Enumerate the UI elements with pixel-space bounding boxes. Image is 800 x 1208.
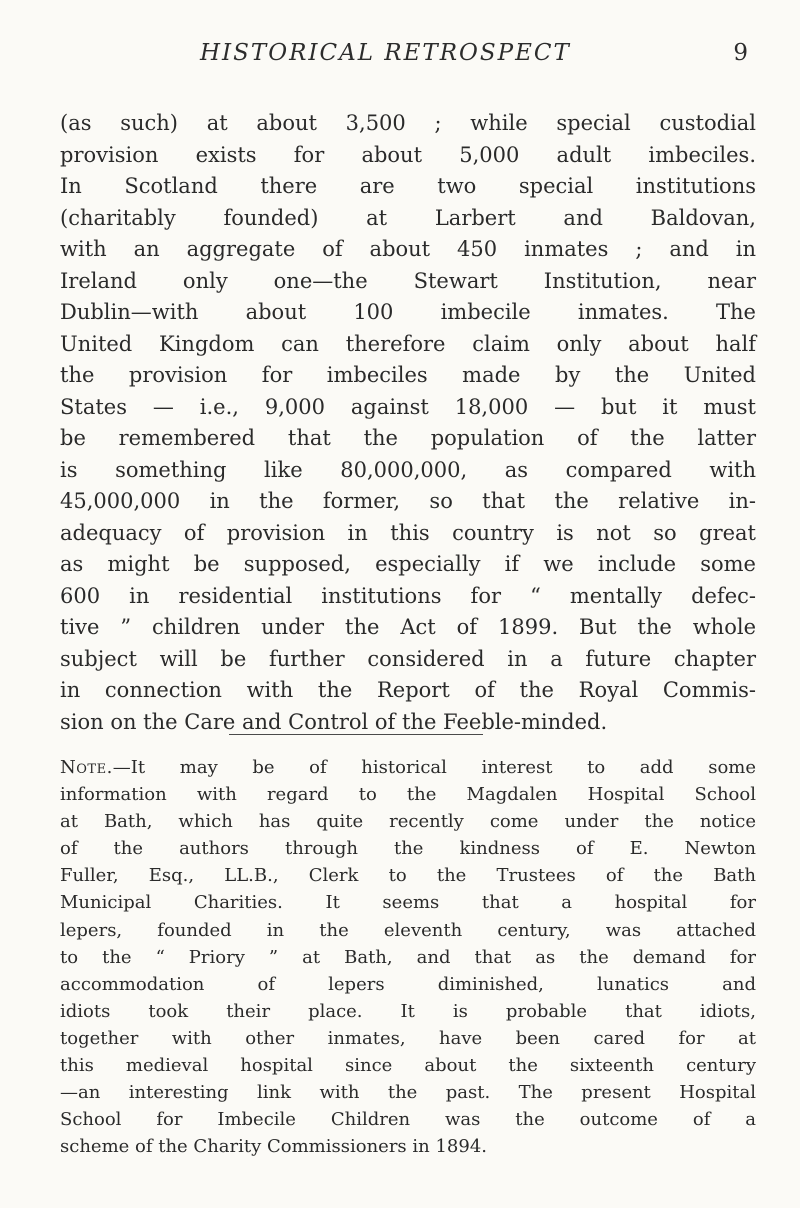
paragraph-line: Dublin—with about 100 imbecile inmates. The <box>60 300 756 324</box>
section-divider <box>229 734 483 735</box>
footnote-line: School for Imbecile Children was the outcome of a <box>60 1109 756 1131</box>
paragraph-line: the provision for imbeciles made by the United <box>60 363 756 387</box>
paragraph-line: (as such) at about 3,500 ; while special custodial <box>60 111 756 135</box>
paragraph-line: provision exists for about 5,000 adult imbeciles. <box>60 142 756 167</box>
running-title: HISTORICAL RETROSPECT <box>200 40 571 66</box>
paragraph-line: with an aggregate of about 450 inmates ; and in <box>60 237 756 261</box>
page-number: 9 <box>733 40 748 66</box>
footnote-line: together with other inmates, have been cared for at <box>60 1027 756 1049</box>
paragraph-line: 600 in residential institutions for “ mentally defec- <box>60 583 756 608</box>
footnote-line: to the “ Priory ” at Bath, and that as the demand for <box>60 946 756 968</box>
paragraph-line: adequacy of provision in this country is not so great <box>60 520 756 545</box>
footnote-line: accommodation of lepers diminished, lunatics and <box>60 973 756 995</box>
paragraph-line: in connection with the Report of the Royal Commis- <box>60 678 756 702</box>
paragraph-line: subject will be further considered in a future chapter <box>60 646 756 671</box>
page-header <box>60 36 760 76</box>
footnote-line: Municipal Charities. It seems that a hospital for <box>60 892 756 914</box>
main-paragraph <box>60 108 756 738</box>
footnote-line: of the authors through the kindness of E. Newton <box>60 838 756 860</box>
footnote-line: idiots took their place. It is probable that idiots, <box>60 1000 756 1022</box>
footnote-line: information with regard to the Magdalen Hospital School <box>60 784 756 806</box>
paragraph-line: (charitably founded) at Larbert and Baldovan, <box>60 205 756 230</box>
paragraph-line: tive ” children under the Act of 1899. But the whole <box>60 615 756 639</box>
paragraph-line: be remembered that the population of the latter <box>60 426 756 450</box>
note-label: Note. <box>60 757 113 778</box>
paragraph-line: Ireland only one—the Stewart Institution, near <box>60 268 756 293</box>
footnote-line-text: —It may be of historical interest to add some <box>112 757 756 778</box>
paragraph-line: United Kingdom can therefore claim only about half <box>60 331 756 356</box>
footnote-line: at Bath, which has quite recently come under the notice <box>60 811 756 833</box>
paragraph-line: 45,000,000 in the former, so that the relative in- <box>60 489 756 513</box>
footnote-first-line <box>60 754 756 781</box>
paragraph-line: In Scotland there are two special institutions <box>60 174 756 198</box>
footnote-line: scheme of the Charity Commissioners in 1894. <box>60 1136 487 1158</box>
footnote-line: lepers, founded in the eleventh century, was attached <box>60 919 756 941</box>
footnote-line: —an interesting link with the past. The present Hospital <box>60 1082 756 1104</box>
paragraph-line: as might be supposed, especially if we include some <box>60 552 756 576</box>
footnote <box>60 754 756 1160</box>
paragraph-line: States — i.e., 9,000 against 18,000 — but it must <box>60 394 756 419</box>
footnote-line: Fuller, Esq., LL.B., Clerk to the Trustees of the Bath <box>60 865 756 887</box>
paragraph-line: sion on the Care and Control of the Feeble-minded. <box>60 709 608 734</box>
footnote-line: this medieval hospital since about the sixteenth century <box>60 1055 756 1077</box>
paragraph-line: is something like 80,000,000, as compared with <box>60 457 756 482</box>
